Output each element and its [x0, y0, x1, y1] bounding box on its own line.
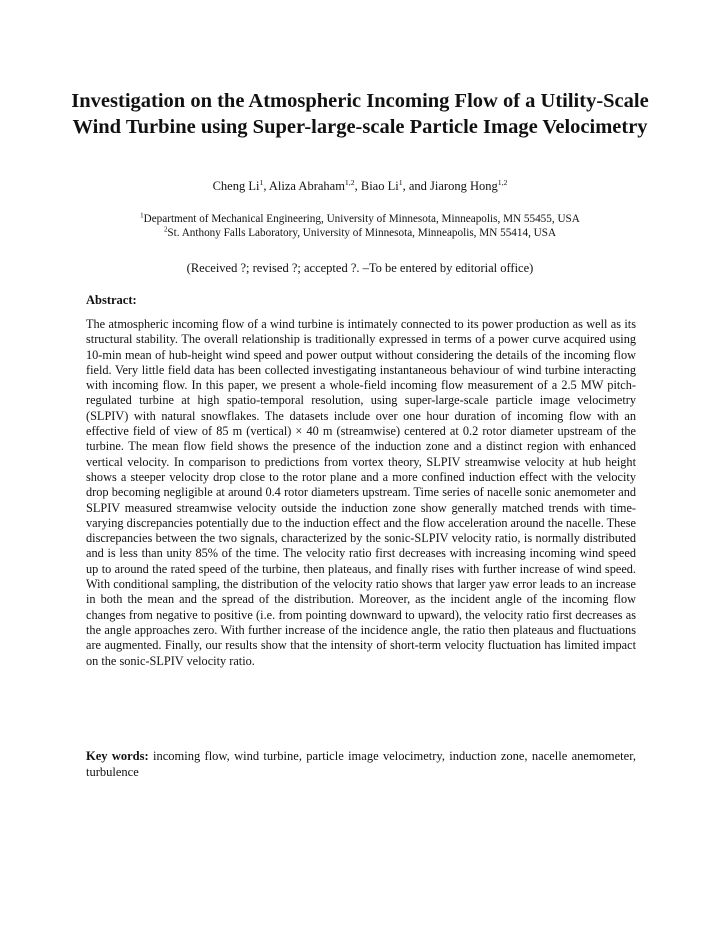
- author-separator: ,: [263, 179, 269, 193]
- abstract-heading: Abstract:: [86, 293, 137, 307]
- keywords-text: incoming flow, wind turbine, particle image velocimetry, induction zone, nacelle anemometer, turbulence: [86, 749, 636, 779]
- author: [213, 179, 269, 193]
- author-affiliation-mark: 1: [259, 177, 264, 187]
- author-separator: ,: [354, 179, 361, 193]
- author-name: Jiarong Hong: [430, 179, 498, 193]
- author-affiliation-mark: 1: [398, 177, 403, 187]
- affiliation: [0, 226, 720, 240]
- affiliation-text: Department of Mechanical Engineering, University of Minnesota, Minneapolis, MN 55455, USA: [143, 213, 580, 225]
- affiliation: [0, 212, 720, 226]
- author-affiliation-mark: 1,2: [497, 177, 508, 187]
- author-separator: , and: [402, 179, 431, 193]
- author-affiliation-mark: 1,2: [344, 177, 355, 187]
- author-name: Cheng Li: [212, 179, 260, 193]
- author: [361, 179, 430, 193]
- keywords: [86, 749, 636, 780]
- author-name: Biao Li: [360, 179, 399, 193]
- abstract-text: The atmospheric incoming flow of a wind turbine is intimately connected to its power production as well as its structural stability. The overall relationship is traditionally expressed in terms of a power curve acquired using 10-min mean of hub-height wind speed and power output without considering the details of the incoming flow field. Very little field data has been collected investigating instantaneous behaviour of wind turbine interacting with incoming flow. In this paper, we present a whole-field incoming flow measurement of a 2.5 MW pitch-regulated turbine at high spatio-temporal resolution, using super-large-scale particle image velocimetry (SLPIV) with natural snowflakes. The datasets include over one hour duration of incoming flow with an effective field of view of 85 m (vertical) × 40 m (streamwise) centered at 0.2 rotor diameter upstream of the turbine. The mean flow field shows the presence of the induction zone and a distinct region with enhanced vertical velocity. In comparison to predictions from vortex theory, SLPIV streamwise velocity at hub height shows a steeper velocity drop close to the rotor plane and a more confined induction effect with the velocity drop becoming negligible at around 0.4 rotor diameters upstream. Time series of nacelle sonic anemometer and SLPIV measured streamwise velocity outside the induction zone show generally matched trends with time-varying discrepancies potentially due to the induction effect and the flow acceleration around the nacelle. These discrepancies between the two signals, characterized by the sonic-SLPIV velocity ratio, is normally distributed and is less than unity 85% of the time. The velocity ratio first decreases with increasing incoming wind speed up to around the rated speed of the turbine, then plateaus, and finally rises with further increase of wind speed. With conditional sampling, the distribution of the velocity ratio shows that larger yaw error leads to an increase in both the mean and the spread of the distribution. Moreover, as the incident angle of the incoming flow changes from negative to positive (i.e. from pointing downward to upward), the velocity ratio first decreases as the angle approaches zero. With further increase of the incidence angle, the ratio then plateaus and fluctuations are augmented. Finally, our results show that the intensity of short-term velocity fluctuation has limited impact on the sonic-SLPIV velocity ratio.: [86, 317, 636, 668]
- affiliation-mark: 2: [163, 225, 168, 234]
- paper-title: Investigation on the Atmospheric Incoming Flow of a Utility-Scale Wind Turbine using Super-large-scale Particle Image Velocimetry: [71, 90, 649, 138]
- author: [430, 179, 507, 193]
- affiliation-list: [0, 212, 720, 240]
- received-dates: (Received ?; revised ?; accepted ?. –To be entered by editorial office): [186, 261, 534, 275]
- keywords-label: Key words:: [86, 749, 149, 763]
- author-name: Aliza Abraham: [268, 179, 345, 193]
- author-list: [0, 178, 720, 194]
- affiliation-mark: 1: [140, 211, 144, 220]
- author: [269, 179, 361, 193]
- affiliation-text: St. Anthony Falls Laboratory, University of Minnesota, Minneapolis, MN 55414, USA: [167, 227, 557, 239]
